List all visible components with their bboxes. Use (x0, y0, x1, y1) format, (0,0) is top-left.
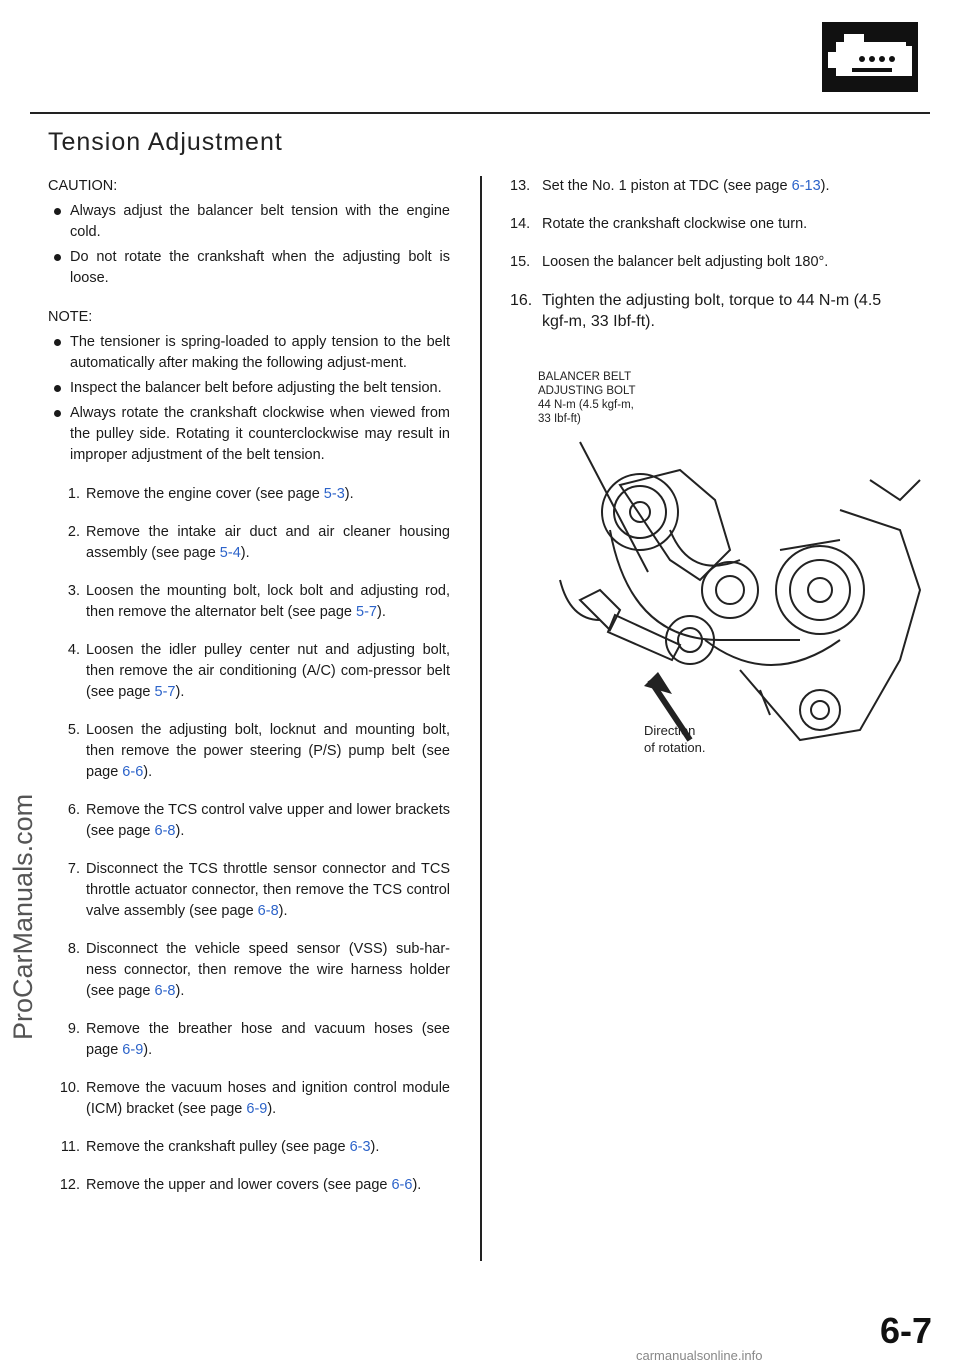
left-column (48, 176, 450, 1213)
engine-belt-illustration (540, 440, 940, 760)
right-column (510, 176, 910, 349)
caution-text: Always adjust the balancer belt tension with the engine cold. (70, 203, 450, 240)
note-item (48, 378, 450, 399)
procedure-step: 1. Remove the engine cover (see page 5-3). (67, 486, 354, 502)
page-link[interactable]: 6-8 (154, 983, 176, 999)
caution-item (48, 201, 450, 243)
header-rule (30, 112, 930, 114)
procedure-step: 15. Loosen the balancer belt adjusting bolt 180°. (510, 254, 829, 270)
procedure-step: 9. Remove the breather hose and vacuum hoses (see page 6-9). (67, 1021, 450, 1058)
note-text: The tensioner is spring-loaded to apply tension to the belt automatically after making the following adjust-ment. (70, 334, 450, 371)
note-label: NOTE: (48, 309, 93, 325)
direction-label: Direction of rotation. (644, 723, 706, 755)
bullet-icon (54, 208, 61, 215)
page-link[interactable]: 6-9 (122, 1042, 144, 1058)
bullet-icon (54, 339, 61, 346)
bullet-icon (54, 385, 61, 392)
page-link[interactable]: 6-3 (349, 1139, 371, 1155)
bullet-icon (54, 410, 61, 417)
procedure-step: 3. Loosen the mounting bolt, lock bolt and adjusting rod, then remove the alternator belt (see page 5-7). (67, 583, 450, 620)
procedure-step: 7. Disconnect the TCS throttle sensor connector and TCS throttle actuator connector, then remove the TCS control valve assembly (see page 6-8). (67, 861, 450, 919)
page-link[interactable]: 5-7 (356, 604, 377, 620)
note-item (48, 403, 450, 466)
footer-watermark: carmanualsonline.info (636, 1348, 763, 1363)
caution-item (48, 247, 450, 289)
note-text: Inspect the balancer belt before adjusting the belt tension. (70, 380, 442, 396)
figure-callout: BALANCER BELT ADJUSTING BOLT 44 N-m (4.5 kgf-m, 33 Ibf-ft) (538, 371, 636, 425)
page-link[interactable]: 6-9 (246, 1101, 268, 1117)
page-link[interactable]: 6-8 (257, 903, 279, 919)
page-link[interactable]: 5-7 (154, 684, 176, 700)
caution-label: CAUTION: (48, 178, 118, 194)
procedure-step: 10. Remove the vacuum hoses and ignition control module (ICM) bracket (see page 6-9). (59, 1080, 450, 1117)
procedure-step: 2. Remove the intake air duct and air cleaner housing assembly (see page 5-4). (67, 524, 450, 561)
note-item (48, 332, 450, 374)
note-text: Always rotate the crankshaft clockwise when viewed from the pulley side. Rotating it counterclockwise may result in improper adjustment of the belt tension. (70, 405, 450, 463)
procedure-step: 13. Set the No. 1 piston at TDC (see page 6-13). (510, 178, 830, 194)
bullet-icon (54, 254, 61, 261)
page-link[interactable]: 5-3 (323, 486, 345, 502)
page-link[interactable]: 6-6 (391, 1177, 413, 1193)
watermark: ProCarManuals.com (8, 793, 38, 1040)
procedure-step: 4. Loosen the idler pulley center nut and adjusting bolt, then remove the air conditioning (A/C) com-pressor belt (see page 5-7). (67, 642, 450, 700)
procedure-step: 11. Remove the crankshaft pulley (see page 6-3). (60, 1139, 380, 1155)
procedure-step: 8. Disconnect the vehicle speed sensor (VSS) sub-har-ness connector, then remove the wire harness holder (see page 6-8). (67, 941, 450, 999)
page-number: 6-7 (880, 1310, 933, 1351)
engine-icon (822, 22, 918, 92)
procedure-step: 16. Tighten the adjusting bolt, torque to 44 N-m (4.5 kgf-m, 33 Ibf-ft). (510, 292, 882, 330)
column-divider (480, 176, 482, 1261)
procedure-step: 5. Loosen the adjusting bolt, locknut and mounting bolt, then remove the power steering (P/S) pump belt (see page 6-6). (67, 722, 450, 780)
procedure-step: 6. Remove the TCS control valve upper and lower brackets (see page 6-8). (67, 802, 450, 839)
procedure-step: 14. Rotate the crankshaft clockwise one turn. (510, 216, 808, 232)
page-link[interactable]: 6-6 (122, 764, 144, 780)
page-link[interactable]: 5-4 (219, 545, 241, 561)
procedure-step: 12. Remove the upper and lower covers (see page 6-6). (59, 1177, 422, 1193)
page-title: Tension Adjustment (48, 128, 283, 156)
page-link[interactable]: 6-13 (791, 178, 821, 194)
page-link[interactable]: 6-8 (154, 823, 176, 839)
caution-text: Do not rotate the crankshaft when the adjusting bolt is loose. (70, 249, 450, 286)
